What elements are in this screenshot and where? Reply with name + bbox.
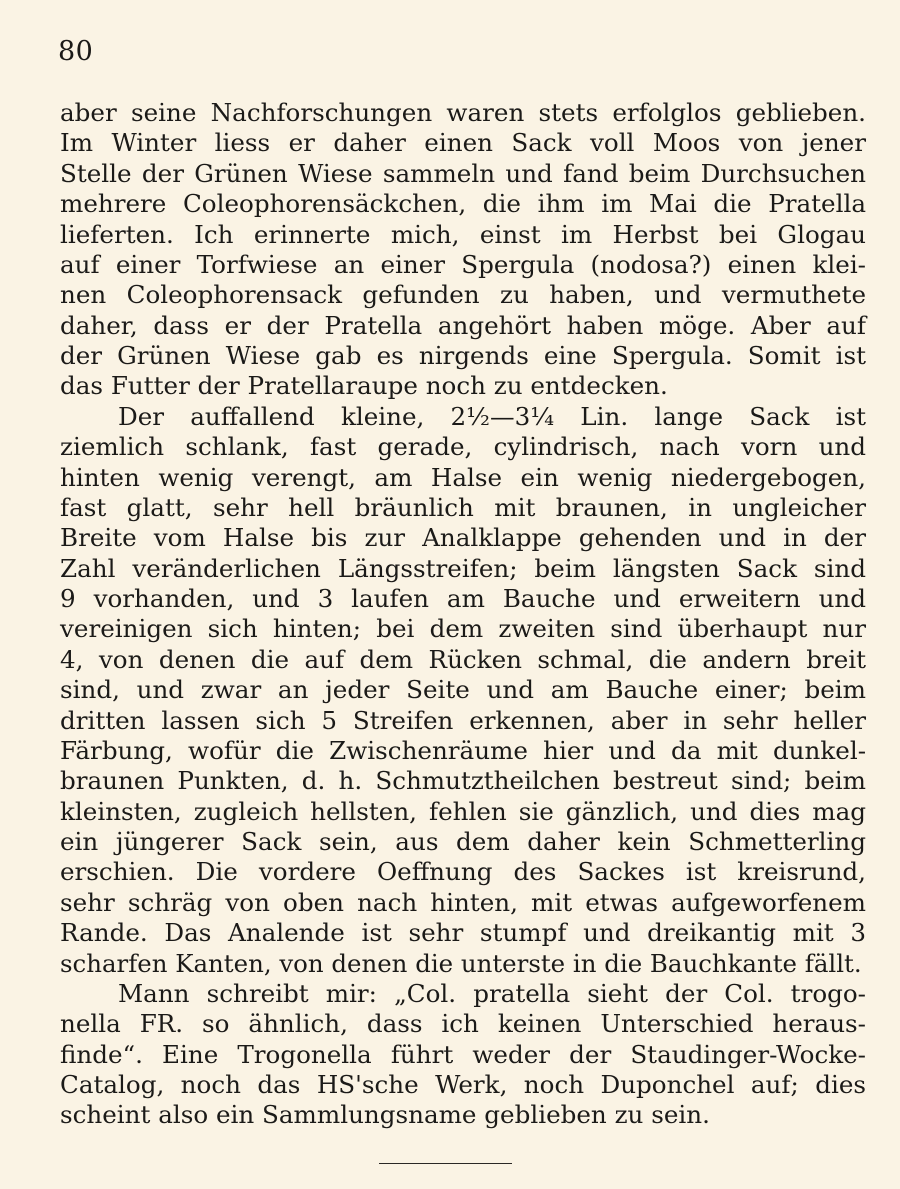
- text-line: auf einer Torfwiese an einer Spergula (nodosa?) einen klei-: [60, 249, 866, 279]
- text-line: scharfen Kanten, von denen die unterste in die Bauchkante fällt.: [60, 948, 862, 978]
- text-line: Im Winter liess er daher einen Sack voll Moos von jener: [60, 128, 866, 158]
- text-line: fast glatt, sehr hell bräunlich mit braunen, in ungleicher: [60, 492, 866, 522]
- text-line: daher, dass er der Pratella angehört haben möge. Aber auf: [60, 310, 866, 340]
- text-line: der Grünen Wiese gab es nirgends eine Spergula. Somit ist: [60, 341, 866, 370]
- page-number: 80: [58, 36, 94, 67]
- text-line: ein jüngerer Sack sein, aus dem daher kein Schmetterling: [60, 827, 866, 856]
- text-line: dritten lassen sich 5 Streifen erkennen, aber in sehr heller: [60, 705, 866, 735]
- text-line: Breite vom Halse bis zur Analklappe gehenden und in der: [60, 523, 866, 553]
- text-line: lieferten. Ich erinnerte mich, einst im Herbst bei Glogau: [60, 219, 866, 249]
- text-line: erschien. Die vordere Oeffnung des Sackes ist kreisrund,: [60, 857, 866, 887]
- text-line: 9 vorhanden, und 3 laufen am Bauche und erweitern und: [60, 584, 866, 613]
- text-line: nen Coleophorensack gefunden zu haben, und vermuthete: [60, 280, 866, 310]
- footer-rule: [379, 1163, 512, 1164]
- text-line: finde“. Eine Trogonella führt weder der Staudinger-Wocke-: [60, 1039, 866, 1069]
- text-line: 4, von denen die auf dem Rücken schmal, die andern breit: [60, 644, 866, 674]
- text-line: scheint also ein Sammlungsname geblieben zu sein.: [60, 1100, 710, 1130]
- text-line: Mann schreibt mir: „Col. pratella sieht der Col. trogo-: [118, 978, 866, 1008]
- text-line: sind, und zwar an jeder Seite und am Bauche einer; beim: [60, 675, 866, 705]
- paragraph: [60, 98, 866, 402]
- body-text: [60, 98, 866, 1131]
- text-line: Catalog, noch das HS'sche Werk, noch Duponchel auf; dies: [60, 1070, 866, 1099]
- text-line: ziemlich schlank, fast gerade, cylindrisch, nach vorn und: [60, 432, 866, 462]
- text-line: Der auffallend kleine, 2½—3¼ Lin. lange Sack ist: [118, 401, 866, 431]
- text-line: das Futter der Pratellaraupe noch zu entdecken.: [60, 371, 668, 401]
- text-line: braunen Punkten, d. h. Schmutztheilchen bestreut sind; beim: [60, 766, 866, 796]
- paragraph: [60, 979, 866, 1131]
- text-line: kleinsten, zugleich hellsten, fehlen sie gänzlich, und dies mag: [60, 796, 866, 826]
- text-line: Färbung, wofür die Zwischenräume hier und da mit dunkel-: [60, 735, 866, 765]
- text-line: nella FR. so ähnlich, dass ich keinen Unterschied heraus-: [60, 1009, 866, 1039]
- text-line: Rande. Das Analende ist sehr stumpf und dreikantig mit 3: [60, 918, 866, 948]
- text-line: vereinigen sich hinten; bei dem zweiten sind überhaupt nur: [60, 614, 866, 644]
- text-line: sehr schräg von oben nach hinten, mit etwas aufgeworfenem: [60, 887, 866, 917]
- text-line: hinten wenig verengt, am Halse ein wenig niedergebogen,: [60, 462, 866, 492]
- text-line: Stelle der Grünen Wiese sammeln und fand beim Durchsuchen: [60, 158, 866, 188]
- paragraph: [60, 402, 866, 979]
- text-line: Zahl veränderlichen Längsstreifen; beim längsten Sack sind: [60, 553, 866, 583]
- text-line: mehrere Coleophorensäckchen, die ihm im Mai die Pratella: [60, 189, 866, 219]
- text-line: aber seine Nachforschungen waren stets erfolglos geblieben.: [60, 98, 866, 127]
